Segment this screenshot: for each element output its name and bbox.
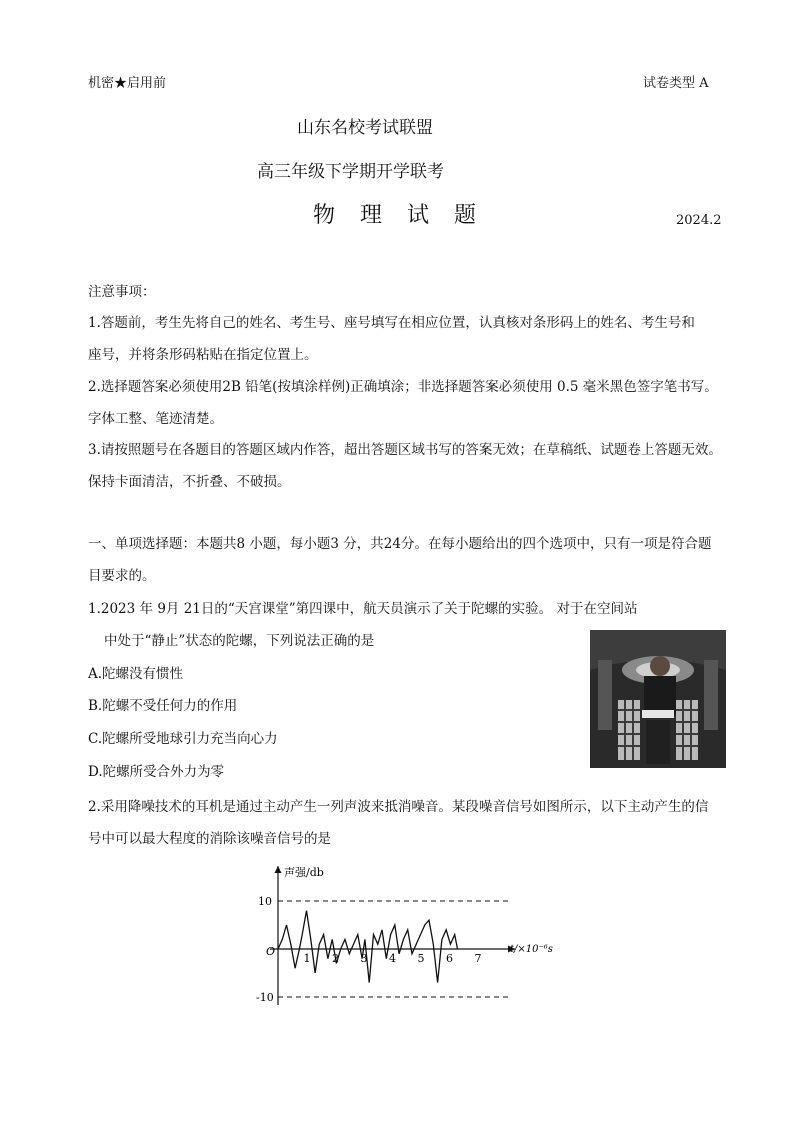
- y-axis-label: 声强/db: [284, 866, 324, 879]
- notice-item-2b: 字体工整、笔迹清楚。: [88, 411, 223, 427]
- q1-option-a: A.陀螺没有惯性: [88, 666, 184, 682]
- x-tick-3: 3: [360, 952, 368, 965]
- origin-label: O: [266, 945, 276, 958]
- q1-option-c: C.陀螺所受地球引力充当向心力: [88, 731, 278, 747]
- notice-item-3a: 3.请按照题号在各题目的答题区域内作答，超出答题区域书写的答案无效；在草稿纸、试题卷上答题无效。: [88, 442, 722, 458]
- confidential-label: 机密★启用前: [88, 76, 167, 91]
- section1-heading-b: 目要求的。: [88, 568, 156, 584]
- section1-heading-a: 一、单项选择题：本题共8 小题，每小题3 分，共24分。在每小题给出的四个选项中，只有一项是符合题: [88, 536, 712, 552]
- q1-stem-b: 中处于“静止”状态的陀螺，下列说法正确的是: [104, 633, 375, 649]
- subject-title: 物 理 试 题: [313, 203, 485, 228]
- notice-item-1a: 1.答题前，考生先将自己的姓名、考生号、座号填写在相应位置，认真核对条形码上的姓名、考生号和: [88, 315, 695, 331]
- q1-option-d: D.陀螺所受合外力为零: [88, 764, 225, 780]
- astronaut-image: [590, 630, 726, 768]
- paper-type-label: 试卷类型 A: [643, 76, 709, 91]
- notice-item-2a: 2.选择题答案必须使用2B 铅笔(按填涂样例)正确填涂；非选择题答案必须使用 0.5 毫米黑色签字笔书写。: [88, 379, 718, 395]
- x-tick-7: 7: [474, 952, 482, 965]
- notice-item-1b: 座号，并将条形码粘贴在指定位置上。: [88, 347, 318, 363]
- notice-item-3b: 保持卡面清洁，不折叠、不破损。: [88, 474, 291, 490]
- x-tick-1: 1: [303, 952, 311, 965]
- exam-alliance-title: 山东名校考试联盟: [297, 118, 433, 138]
- x-tick-6: 6: [446, 952, 453, 965]
- q2-stem-b: 号中可以最大程度的消除该噪音信号的是: [88, 831, 331, 847]
- noise-signal-chart: [250, 860, 570, 1010]
- q1-stem-a: 1.2023 年 9月 21日的“天宫课堂”第四课中，航天员演示了关于陀螺的实验。 对于在空间站: [88, 601, 638, 617]
- x-tick-2: 2: [332, 952, 339, 965]
- x-tick-4: 4: [389, 952, 396, 965]
- x-axis-label: t/×10⁻⁶s: [510, 944, 553, 955]
- space-station-photo: [590, 630, 726, 768]
- y-tick-neg10: -10: [256, 991, 274, 1004]
- exam-date: 2024.2: [676, 213, 722, 228]
- notice-heading: 注意事项：: [88, 284, 156, 300]
- noise-signal-line: [278, 911, 458, 983]
- x-tick-5: 5: [417, 952, 425, 965]
- exam-name-title: 高三年级下学期开学联考: [257, 162, 444, 182]
- q1-option-b: B.陀螺不受任何力的作用: [88, 698, 238, 714]
- y-tick-10: 10: [258, 895, 272, 908]
- q2-stem-a: 2.采用降噪技术的耳机是通过主动产生一列声波来抵消噪音。某段噪音信号如图所示，以下主动产生的信: [88, 799, 709, 815]
